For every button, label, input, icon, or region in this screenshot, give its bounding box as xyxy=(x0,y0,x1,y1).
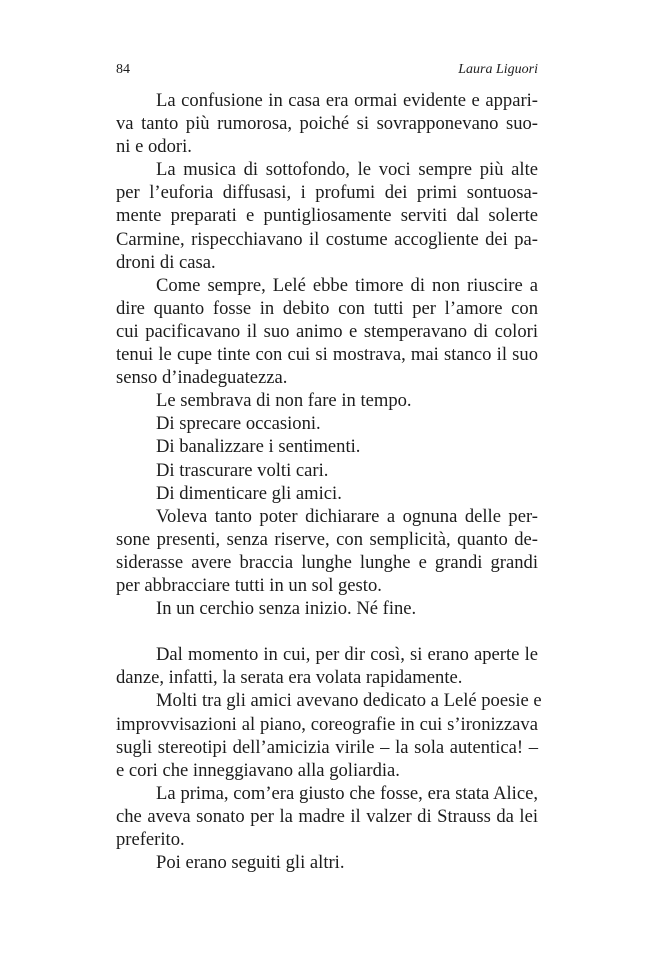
text-line: ni e odori. xyxy=(116,136,192,158)
text-line: Le sembrava di non fare in tempo. xyxy=(156,390,412,412)
text-line: sone presenti, senza riserve, con semplicità, quanto de- xyxy=(116,528,538,550)
text-line: improvvisazioni al piano, coreografie in cui s’ironizzava xyxy=(116,713,538,735)
paragraph-break xyxy=(116,620,538,643)
text-line: Come sempre, Lelé ebbe timore di non riuscire a xyxy=(156,274,538,296)
text-line: droni di casa. xyxy=(116,251,216,273)
text-line: Voleva tanto poter dichiarare a ognuna delle per- xyxy=(156,505,538,527)
text-line: per l’euforia diffusasi, i profumi dei primi sontuosa- xyxy=(116,182,538,204)
text-line: va tanto più rumorosa, poiché si sovrapponevano suo- xyxy=(116,113,538,135)
text-line: Di dimenticare gli amici. xyxy=(156,482,342,504)
text-line: Di banalizzare i sentimenti. xyxy=(156,436,361,458)
text-line: che aveva sonato per la madre il valzer di Strauss da lei xyxy=(116,805,538,827)
text-line: La prima, com’era giusto che fosse, era stata Alice, xyxy=(156,782,538,804)
text-line: mente preparati e puntigliosamente serviti dal solerte xyxy=(116,205,538,227)
text-line: La confusione in casa era ormai evidente e appari- xyxy=(156,90,538,111)
text-line: per abbracciare tutti in un sol gesto. xyxy=(116,574,382,596)
page-number: 84 xyxy=(116,62,130,77)
text-line: sugli stereotipi dell’amicizia virile – la sola autentica! – xyxy=(116,736,538,758)
text-line: dire quanto fosse in debito con tutti per l’amore con xyxy=(116,297,538,319)
text-line: La musica di sottofondo, le voci sempre più alte xyxy=(156,159,538,181)
text-line: In un cerchio senza inizio. Né fine. xyxy=(156,598,417,620)
text-line: Carmine, rispecchiavano il costume accogliente dei pa- xyxy=(116,228,538,250)
page-header xyxy=(116,60,538,80)
text-line: cui pacificavano il suo animo e stemperavano di colori xyxy=(116,320,538,342)
text-line: siderasse avere braccia lunghe lunghe e grandi grandi xyxy=(116,551,538,573)
text-line: e cori che inneggiavano alla goliardia. xyxy=(116,759,400,781)
text-line: Di trascurare volti cari. xyxy=(156,459,329,481)
text-line: preferito. xyxy=(116,829,185,850)
text-line: senso d’inadeguatezza. xyxy=(116,367,288,389)
text-line: Dal momento in cui, per dir così, si erano aperte le xyxy=(156,644,538,666)
text-line: danze, infatti, la serata era volata rapidamente. xyxy=(116,667,463,689)
running-head-author: Laura Liguori xyxy=(458,62,538,77)
text-line: tenui le cupe tinte con cui si mostrava, mai stanco il suo xyxy=(116,344,538,366)
body-text xyxy=(116,89,542,874)
text-line: Poi erano seguiti gli altri. xyxy=(156,852,345,874)
text-line: Molti tra gli amici avevano dedicato a Lelé poesie e xyxy=(156,690,542,712)
text-line: Di sprecare occasioni. xyxy=(156,413,321,435)
